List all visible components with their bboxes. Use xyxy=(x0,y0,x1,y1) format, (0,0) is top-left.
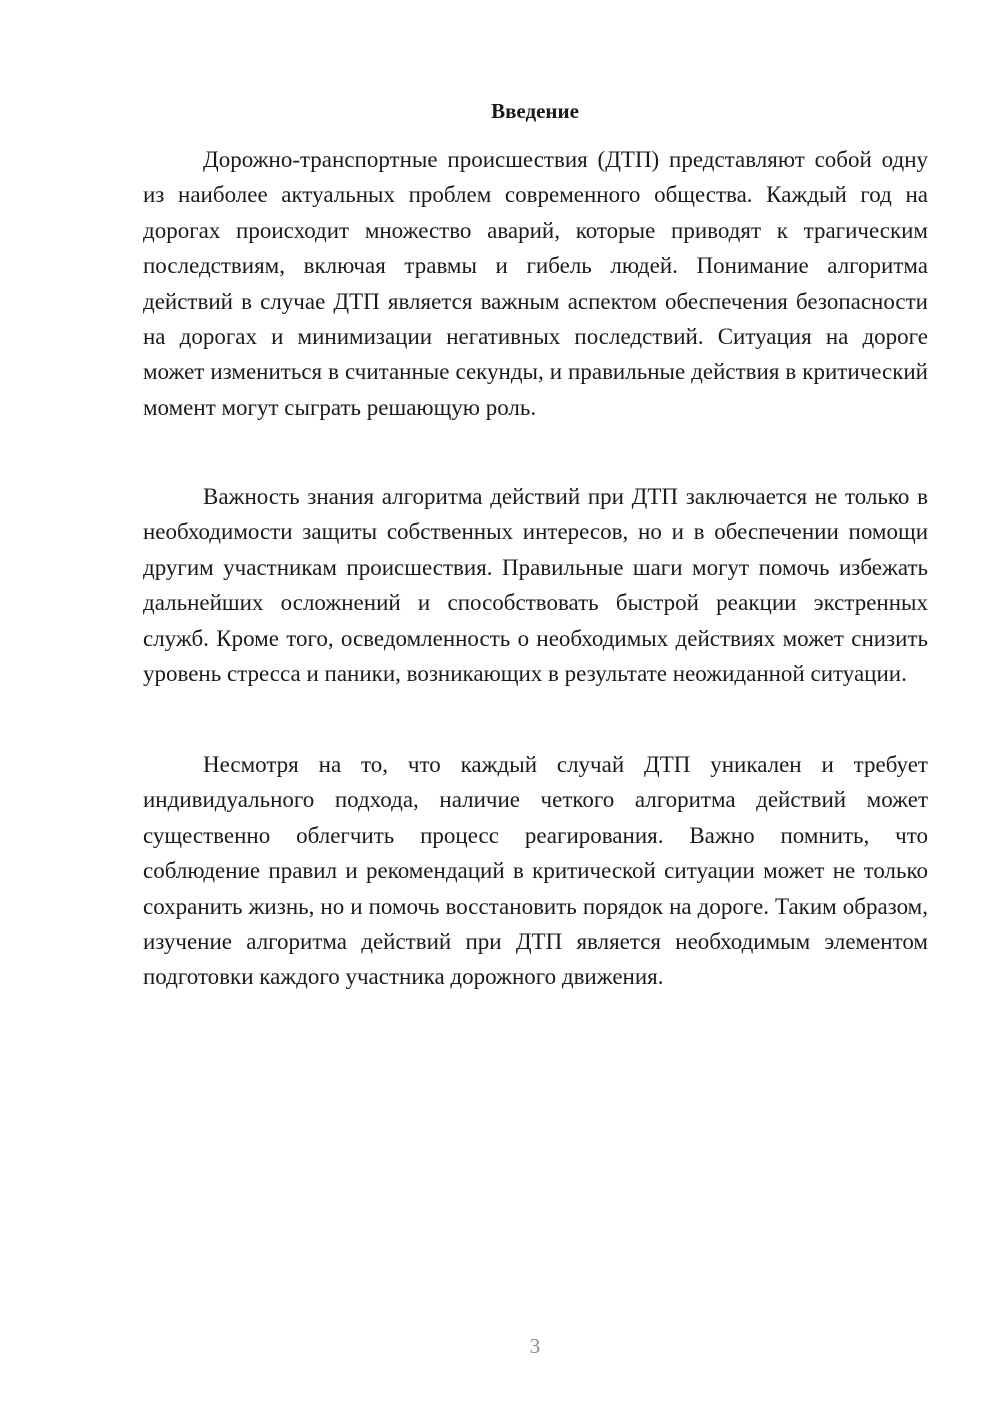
paragraph-3: Несмотря на то, что каждый случай ДТП уникален и требует индивидуального подхода, наличие четкого алгоритма действий может существенно облегчить процесс реагирования. Важно помнить, что соблюдение правил и рекомендаций в критической ситуации может не только сохранить жизнь, но и помочь восстановить порядок на дороге. Таким образом, изучение алгоритма действий при ДТП является необходимым элементом подготовки каждого участника дорожного движения. xyxy=(143,752,928,990)
paragraph-2: Важность знания алгоритма действий при ДТП заключается не только в необходимости защиты собственных интересов, но и в обеспечении помощи другим участникам происшествия. Правильные шаги могут помочь избежать дальнейших осложнений и способствовать быстрой реакции экстренных служб. Кроме того, осведомленность о необходимых действиях может снизить уровень стресса и паники, возникающих в результате неожиданной ситуации. xyxy=(143,484,928,687)
section-heading: Введение xyxy=(491,99,579,123)
page-number: 3 xyxy=(529,1334,541,1358)
paragraph-1: Дорожно-транспортные происшествия (ДТП) представляют собой одну из наиболее актуальных проблем современного общества. Каждый год на дорогах происходит множество аварий, которые приводят к трагическим последствиям, включая травмы и гибель людей. Понимание алгоритма действий в случае ДТП является важным аспектом обеспечения безопасности на дорогах и минимизации негативных последствий. Ситуация на дороге может измениться в считанные секунды, и правильные действия в критический момент могут сыграть решающую роль. xyxy=(143,147,928,420)
